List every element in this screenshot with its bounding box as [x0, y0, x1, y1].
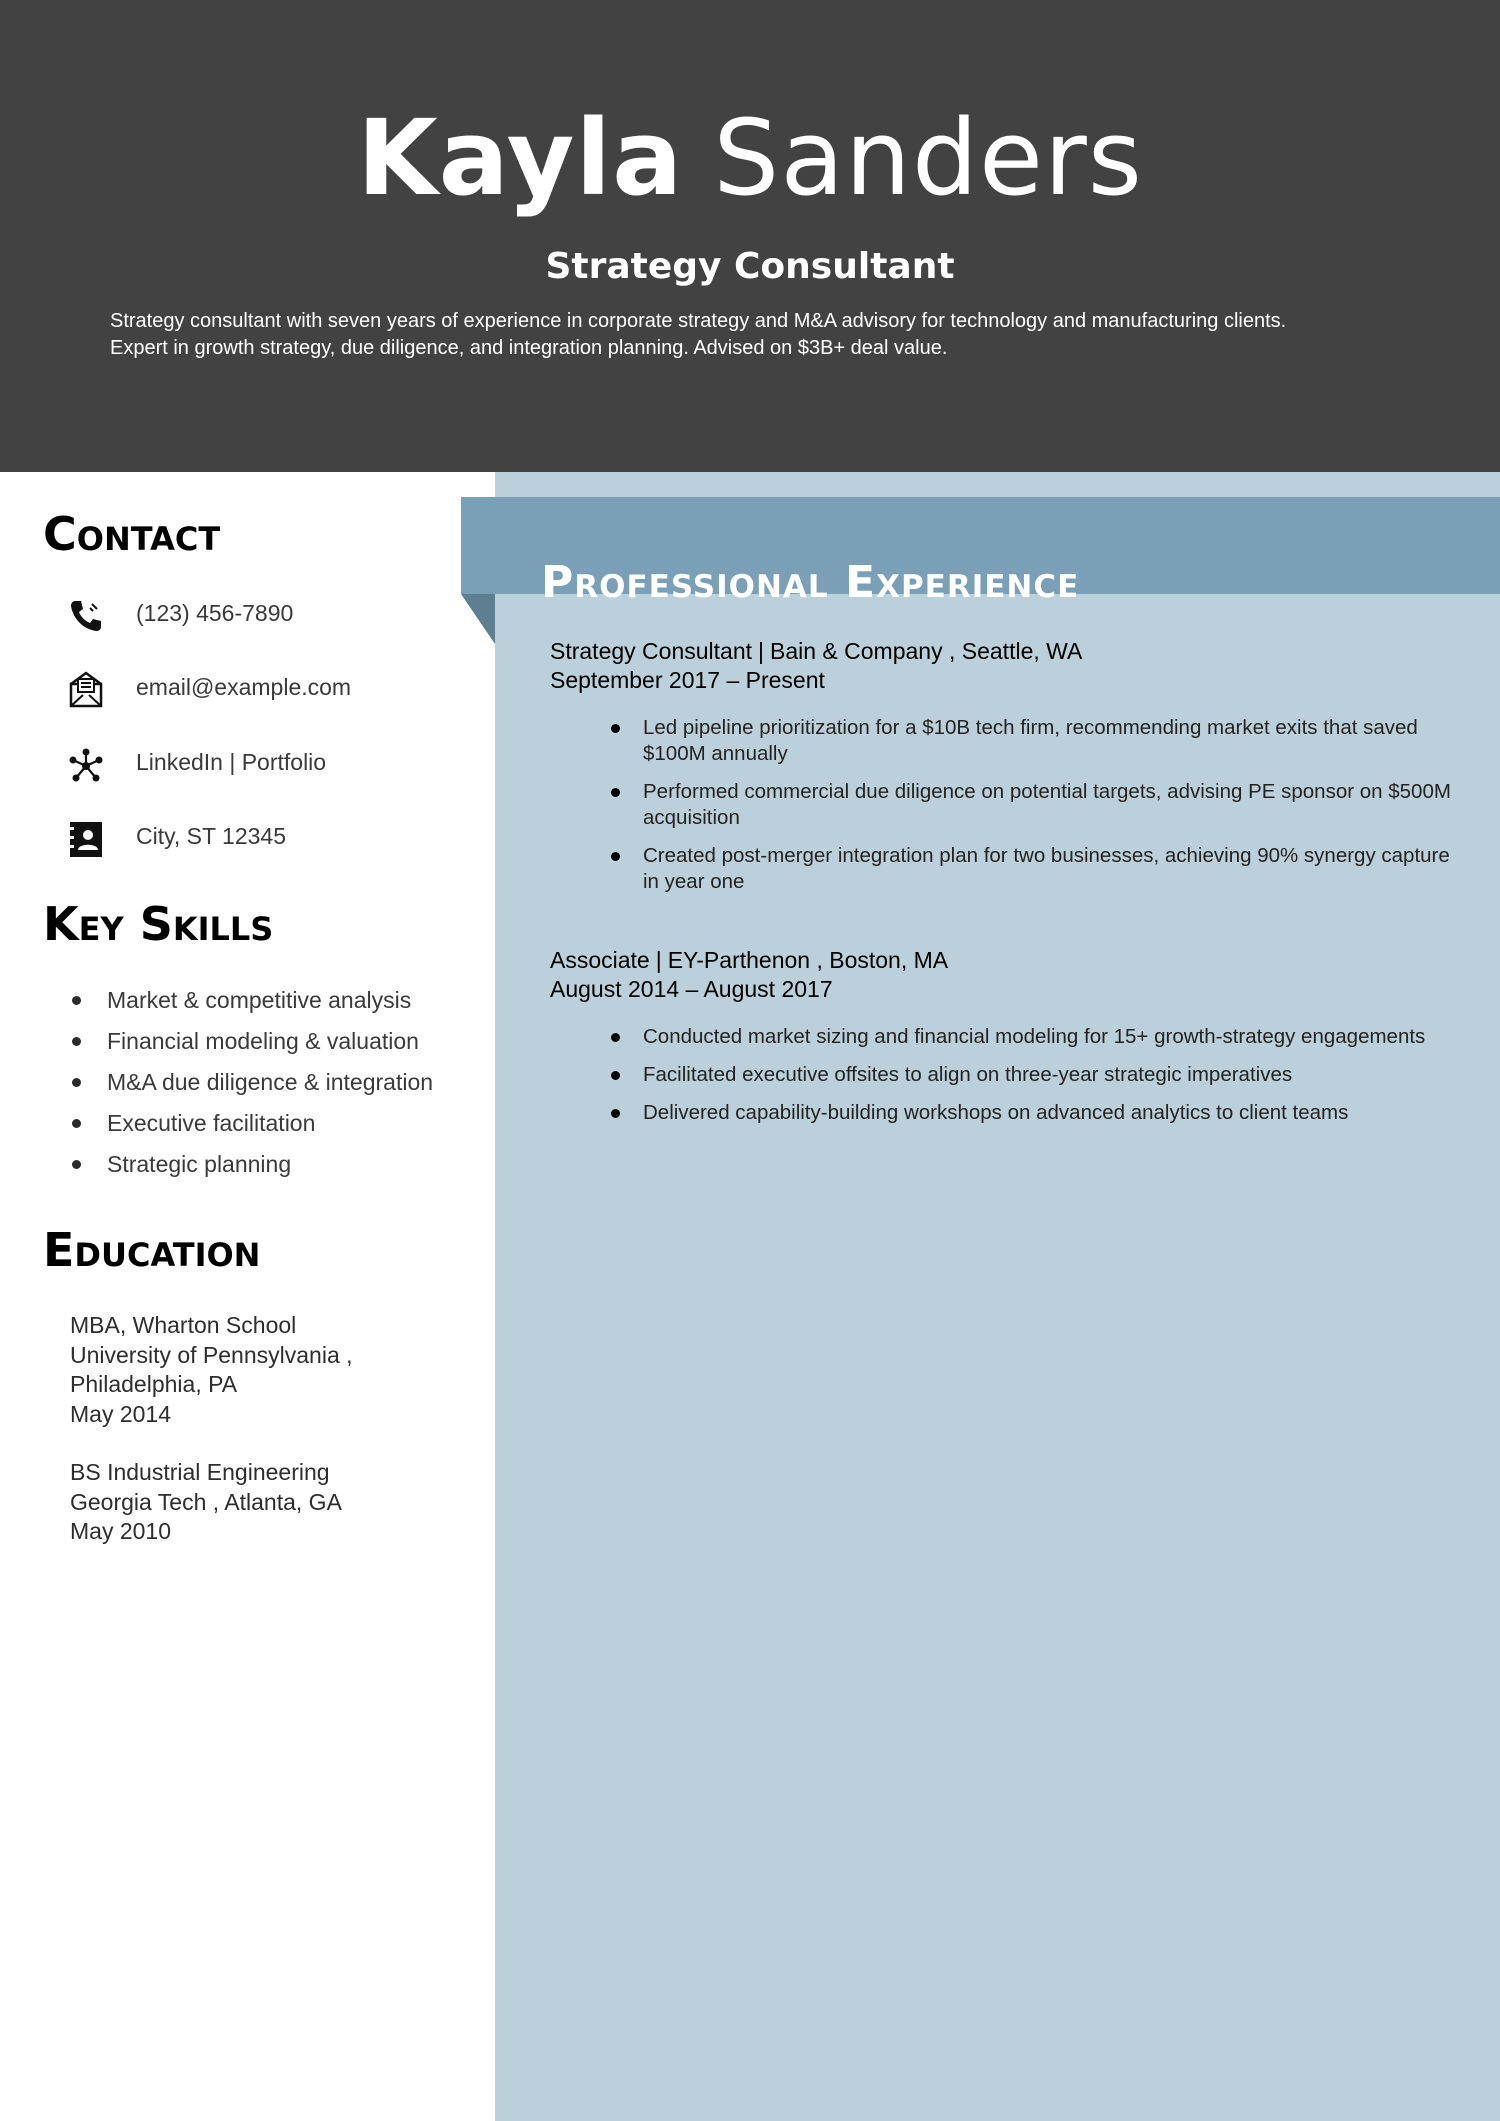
contact-text: LinkedIn | Portfolio: [136, 749, 327, 775]
job-bullet: Conducted market sizing and financial modeling for 15+ growth-strategy engagements: [550, 1024, 1470, 1050]
education-heading: Education: [43, 1223, 261, 1277]
contact-heading: Contact: [43, 507, 221, 561]
education-entry: [70, 1458, 470, 1547]
degree: BS Industrial Engineering: [70, 1459, 330, 1485]
contact-address: [66, 815, 486, 859]
job-role: Associate: [550, 947, 650, 973]
job-title: Strategy Consultant: [545, 246, 955, 287]
job-entry: [550, 946, 1470, 1138]
education-entry: [70, 1311, 470, 1429]
contact-email: [66, 666, 486, 710]
last-name: Sanders: [713, 97, 1143, 219]
phone-icon: [66, 596, 106, 636]
job-role: Strategy Consultant: [550, 638, 753, 664]
job-bullet: Created post-merger integration plan for two businesses, achieving 90% synergy capture in year one: [550, 843, 1470, 895]
graduation-date: May 2010: [70, 1518, 172, 1544]
school: University of Pennsylvania ,: [70, 1341, 353, 1368]
job-company: Bain & Company , Seattle, WA: [770, 638, 1083, 664]
profile-summary: [110, 308, 1410, 362]
resume-header: [0, 0, 1500, 472]
job-header: [550, 637, 1470, 666]
job-entry: [550, 637, 1470, 907]
contact-links: [66, 741, 486, 785]
job-dates: August 2014 – August 2017: [550, 976, 833, 1002]
degree: MBA, Wharton School: [70, 1312, 297, 1338]
summary-line: Expert in growth strategy, due diligence, and integration planning. Advised on $3B+ deal value.: [110, 337, 948, 359]
first-name: Kayla: [357, 97, 684, 219]
skill-item: M&A due diligence & integration: [70, 1062, 433, 1103]
job-bullet: Led pipeline prioritization for a $10B tech firm, recommending market exits that saved $100M annually: [550, 715, 1470, 767]
contact-text: email@example.com: [136, 674, 352, 700]
address-book-icon: [66, 819, 106, 859]
skill-item: Strategic planning: [70, 1144, 433, 1185]
envelope-icon: [66, 670, 106, 710]
job-dates: September 2017 – Present: [550, 667, 825, 693]
school-location: Philadelphia, PA: [70, 1371, 238, 1397]
experience-heading: Professional Experience: [541, 556, 1080, 608]
candidate-name: [0, 98, 1500, 218]
network-icon: [66, 745, 106, 785]
school-location: , Atlanta, GA: [212, 1488, 342, 1515]
skill-item: Financial modeling & valuation: [70, 1021, 433, 1062]
skills-heading: Key Skills: [43, 897, 274, 951]
job-bullet: Delivered capability-building workshops on advanced analytics to client teams: [550, 1100, 1470, 1126]
contact-text: City, ST 12345: [136, 823, 287, 849]
school: Georgia Tech: [70, 1488, 207, 1515]
job-bullet: Performed commercial due diligence on potential targets, advising PE sponsor on $500M acquisition: [550, 779, 1470, 831]
skill-item: Executive facilitation: [70, 1103, 433, 1144]
job-header: [550, 946, 1470, 975]
separator: |: [758, 638, 764, 664]
job-bullet: Facilitated executive offsites to align on three-year strategic imperatives: [550, 1062, 1470, 1088]
job-bullets: [550, 1024, 1470, 1126]
skills-list: [70, 980, 433, 1185]
skill-item: Market & competitive analysis: [70, 980, 433, 1021]
school-with-location: [70, 1488, 470, 1518]
job-company: EY-Parthenon , Boston, MA: [667, 947, 949, 973]
contact-phone: [66, 592, 486, 636]
separator: |: [655, 947, 662, 973]
job-bullets: [550, 715, 1470, 895]
summary-line: Strategy consultant with seven years of experience in corporate strategy and M&A advisory for technology and manufacturing clients.: [110, 310, 1287, 332]
graduation-date: May 2014: [70, 1400, 172, 1427]
contact-text: (123) 456-7890: [136, 600, 294, 626]
